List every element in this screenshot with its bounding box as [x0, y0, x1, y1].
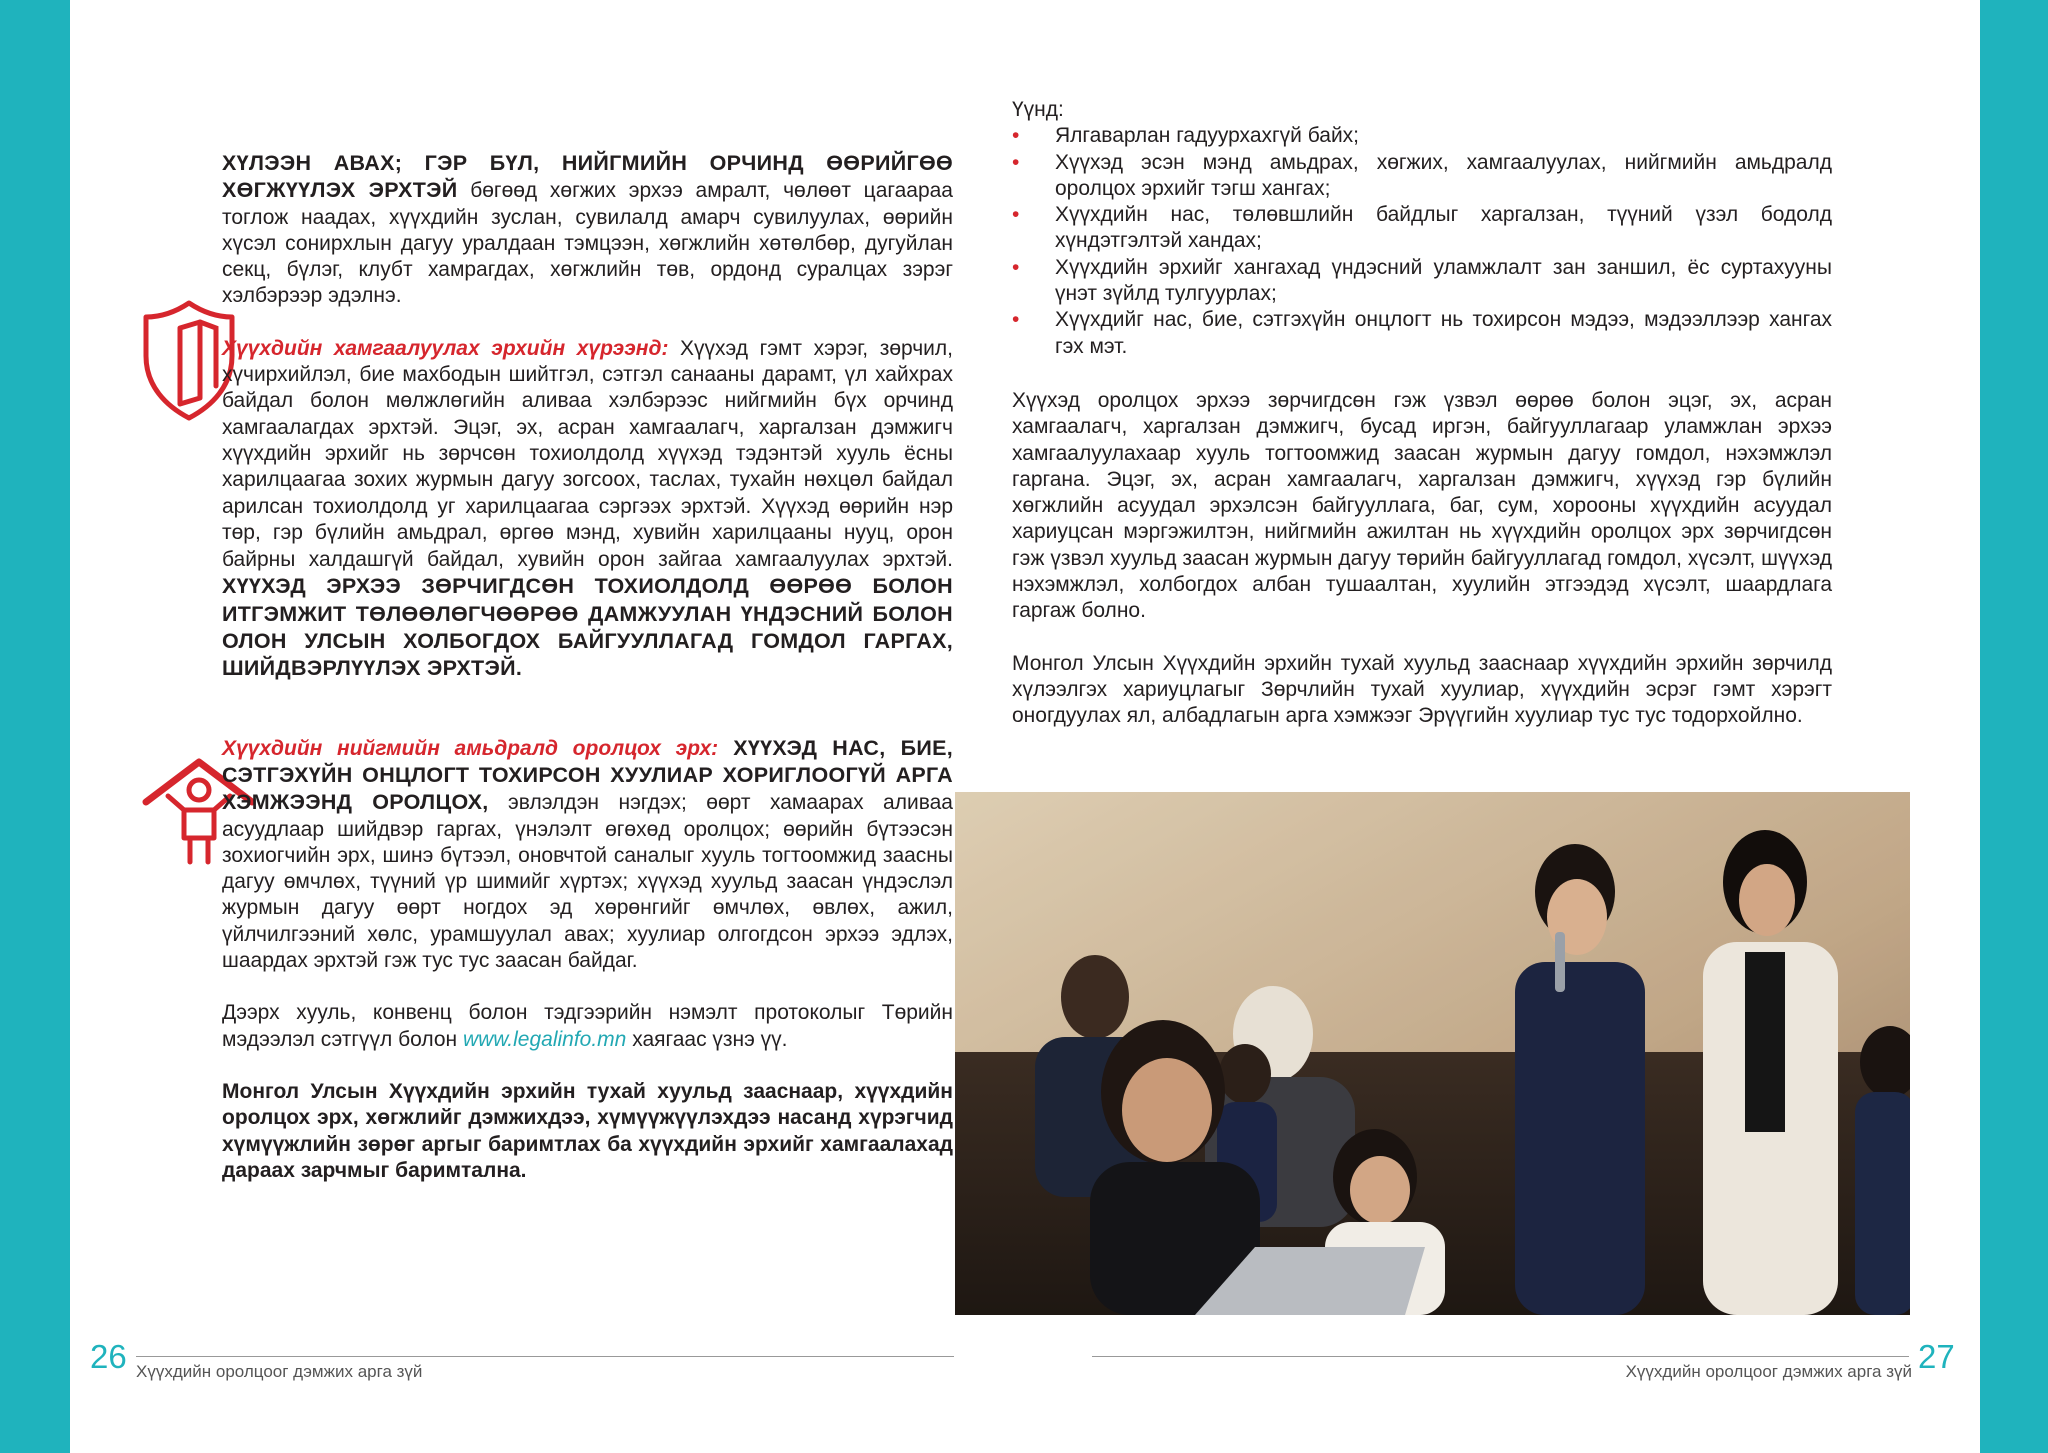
complaint-paragraph: Хүүхэд оролцох эрхээ зөрчигдсөн гэж үзвэл өөрөө болон эцэг, эх, асран хамгаалагч, харгалзан дэмжигч, бусад иргэн, байгууллагаар уламжлан эрхээ хамгаалуулахаар хууль тогтоомжид заасан журмын дагуу гомдол, нэхэмжлэл гаргана. Эцэг, эх, асран хамгаалагч, харгалзан дэмжигч, хүүхэд гэр бүлийн хөгжлийн асуудал эрхэлсэн байгууллага, баг, сум, хорооны хүүхдийн асуудал хариуцсан мэргэжилтэн, нийгмийн ажилтан нь хүүхдийн оролцох эрх зөрчигдсөн гэж үзвэл хуульд заасан журмын дагуу төрийн байгууллагад гомдол, хүсэлт, шүүхэд нэхэмжлэл, холбогдох албан тушаалтан, хуулийн этгээдэд хүсэлт, шаардлага гаргаж болно.	[1012, 388, 1832, 623]
footer-title-left: Хүүхдийн оролцоог дэмжих арга зүй	[136, 1362, 423, 1381]
right-page-text	[1012, 97, 1832, 730]
principles-list	[1012, 123, 1832, 360]
list-item: • Хүүхдийг нас, бие, сэтгэхүйн онцлогт нь тохирсон мэдээ, мэдээллээр хангах гэх мэт.	[1012, 308, 1832, 358]
liability-paragraph: Монгол Улсын Хүүхдийн эрхийн тухай хуульд зааснаар хүүхдийн эрхийн зөрчилд хүлээлгэх хариуцлагыг Зөрчлийн тухай хуулиар, хүүхдийн эсрэг гэмт хэрэгт оногдуулах ял, албадлагын арга хэмжээг Эрүүгийн хуулиар тус тус тодорхойлно.	[1012, 651, 1832, 728]
bullet-dot: •	[1012, 150, 1020, 174]
bullet-dot: •	[1012, 255, 1020, 279]
principles-intro-paragraph: Монгол Улсын Хүүхдийн эрхийн тухай хуульд зааснаар, хүүхдийн оролцох эрх, хөгжлийг дэмжихдээ, хүмүүжүүлэхдээ насанд хүрэгчид хүмүүжлийн зөрөг аргыг баримтлах ба хүүхдийн эрхийг хамгаалахад дараах зарчмыг баримтална.	[222, 1079, 953, 1182]
page-number-left: 26	[90, 1338, 127, 1375]
list-item: • Хүүхдийн эрхийг хангахад үндэсний уламжлалт зан заншил, ёс суртахууны үнэт зүйлд тулгуурлах;	[1012, 255, 1832, 306]
footer-title-right: Хүүхдийн оролцоог дэмжих арга зүй	[1625, 1362, 1912, 1381]
conference-photo-illustration	[955, 792, 1910, 1315]
bullet-dot: •	[1012, 203, 1020, 227]
rights-paragraph-development: ХҮЛЭЭН АВАХ; ГЭР БҮЛ, НИЙГМИЙН ОРЧИНД ӨӨРИЙГӨӨ ХӨГЖҮҮЛЭХ ЭРХТЭЙ бөгөөд хөгжих эрхээ амралт, чөлөөт цагаараа тоглож наадах, хүүхдийн зуслан, сувилалд амарч сувилуулах, өөрийн хүсэл сонирхлын дагуу уралдаан тэмцээн, хөгжлийн хөтөлбөр, дугуйлан секц, бүлэг, клубт хамрагдах, хөгжлийн төв, ордонд суралцах зэрэг хэлбэрээр эдэлнэ.	[222, 151, 953, 308]
bullet-dot: •	[1012, 308, 1020, 332]
footer-divider-right	[1092, 1356, 1909, 1357]
rights-paragraph-protection: Хүүхдийн хамгаалуулах эрхийн хүрээнд: Хүүхэд гэмт хэрэг, зөрчил, хүчирхийлэл, бие махбодын шийтгэл, сэтгэл санааны дарамт, үл хайхрах байдал болон мөлжлөгийн аливаа хэлбэрээс нийгмийн бүх орчинд хамгаалагдах эрхтэй. Эцэг, эх, асран хамгаалагч, харгалзан дэмжигч хүүхдийн эрхийг нь зөрчсөн тохиолдолд хүүхэд тэдэнтэй хууль ёсны харилцаагаа зохих журмын дагуу зогсоох, таслах, тухайн нөхцөл байдал арилсан тохиолдолд уг харилцаагаа сэргээх эрхтэй. Хүүхэд өөрийн нэр төр, гэр бүлийн амьдрал, өргөө мэнд, хувийн харилцааны нууц, орон байрны халдашгүй байдал, хувийн орон зайгаа хамгаалуулах эрхтэй. ХҮҮХЭД ЭРХЭЭ ЗӨРЧИГДСӨН ТОХИОЛДОЛД ӨӨРӨӨ БОЛОН ИТГЭМЖИТ ТӨЛӨӨЛӨГЧӨӨРӨӨ ДАМЖУУЛАН ҮНДЭСНИЙ БОЛОН ОЛОН УЛСЫН ХОЛБОГДОХ БАЙГУУЛЛАГАД ГОМДОЛ ГАРГАХ, ШИЙДВЭРЛҮҮЛЭХ ЭРХТЭЙ.	[222, 336, 953, 681]
list-item: • Ялгаварлан гадуурхахгүй байх;	[1012, 123, 1832, 149]
left-page-text	[222, 150, 953, 1184]
page-number-right: 27	[1918, 1338, 1955, 1375]
rights-paragraph-participation: Хүүхдийн нийгмийн амьдралд оролцох эрх: ХҮҮХЭД НАС, БИЕ, СЭТГЭХҮЙН ОНЦЛОГТ ТОХИРСОН ХУУЛИАР ХОРИГЛООГҮЙ АРГА ХЭМЖЭЭНД ОРОЛЦОХ, эвлэлдэн нэгдэх; өөрт хамаарах аливаа асуудлаар шийдвэр гаргах, үнэлэлт өгөхөд оролцох; өөрийн бүтээсэн зохиогчийн эрх, шинэ бүтээл, оновчтой саналыг хууль тогтоомжид заасны дагуу өмчлөх, түүний үр шимийг хүртэх; хүүхэд хуульд заасан үндэслэл журмын дагуу өөрт ногдох эд хөрөнгийг өмчлөх, өвлөх, ажил, үйлчилгээний хөлс, урамшуулал авах; хуулиар олгогдсон эрхээ эдлэх, шаардах эрхтэй гэж тус тус заасан байдаг.	[222, 735, 953, 973]
list-item: • Хүүхэд эсэн мэнд амьдрах, хөгжих, хамгаалуулах, нийгмийн амьдралд оролцох эрхийг тэгш хангах;	[1012, 150, 1832, 200]
list-intro: Үүнд:	[1012, 98, 1064, 121]
bullet-dot: •	[1012, 124, 1020, 148]
legalinfo-link[interactable]: www.legalinfo.mn	[462, 1027, 627, 1051]
conference-photo	[955, 792, 1910, 1315]
list-item: • Хүүхдийн нас, төлөвшлийн байдлыг харгалзан, түүний үзэл бодолд хүндэтгэлтэй хандах;	[1012, 203, 1832, 253]
legal-reference-paragraph: Дээрх хууль, конвенц болон тэдгээрийн нэмэлт протоколыг Төрийн мэдээлэл сэтгүүл болон www.legalinfo.mn хаягаас үзнэ үү.	[222, 1001, 953, 1051]
footer-divider-left	[136, 1356, 954, 1357]
